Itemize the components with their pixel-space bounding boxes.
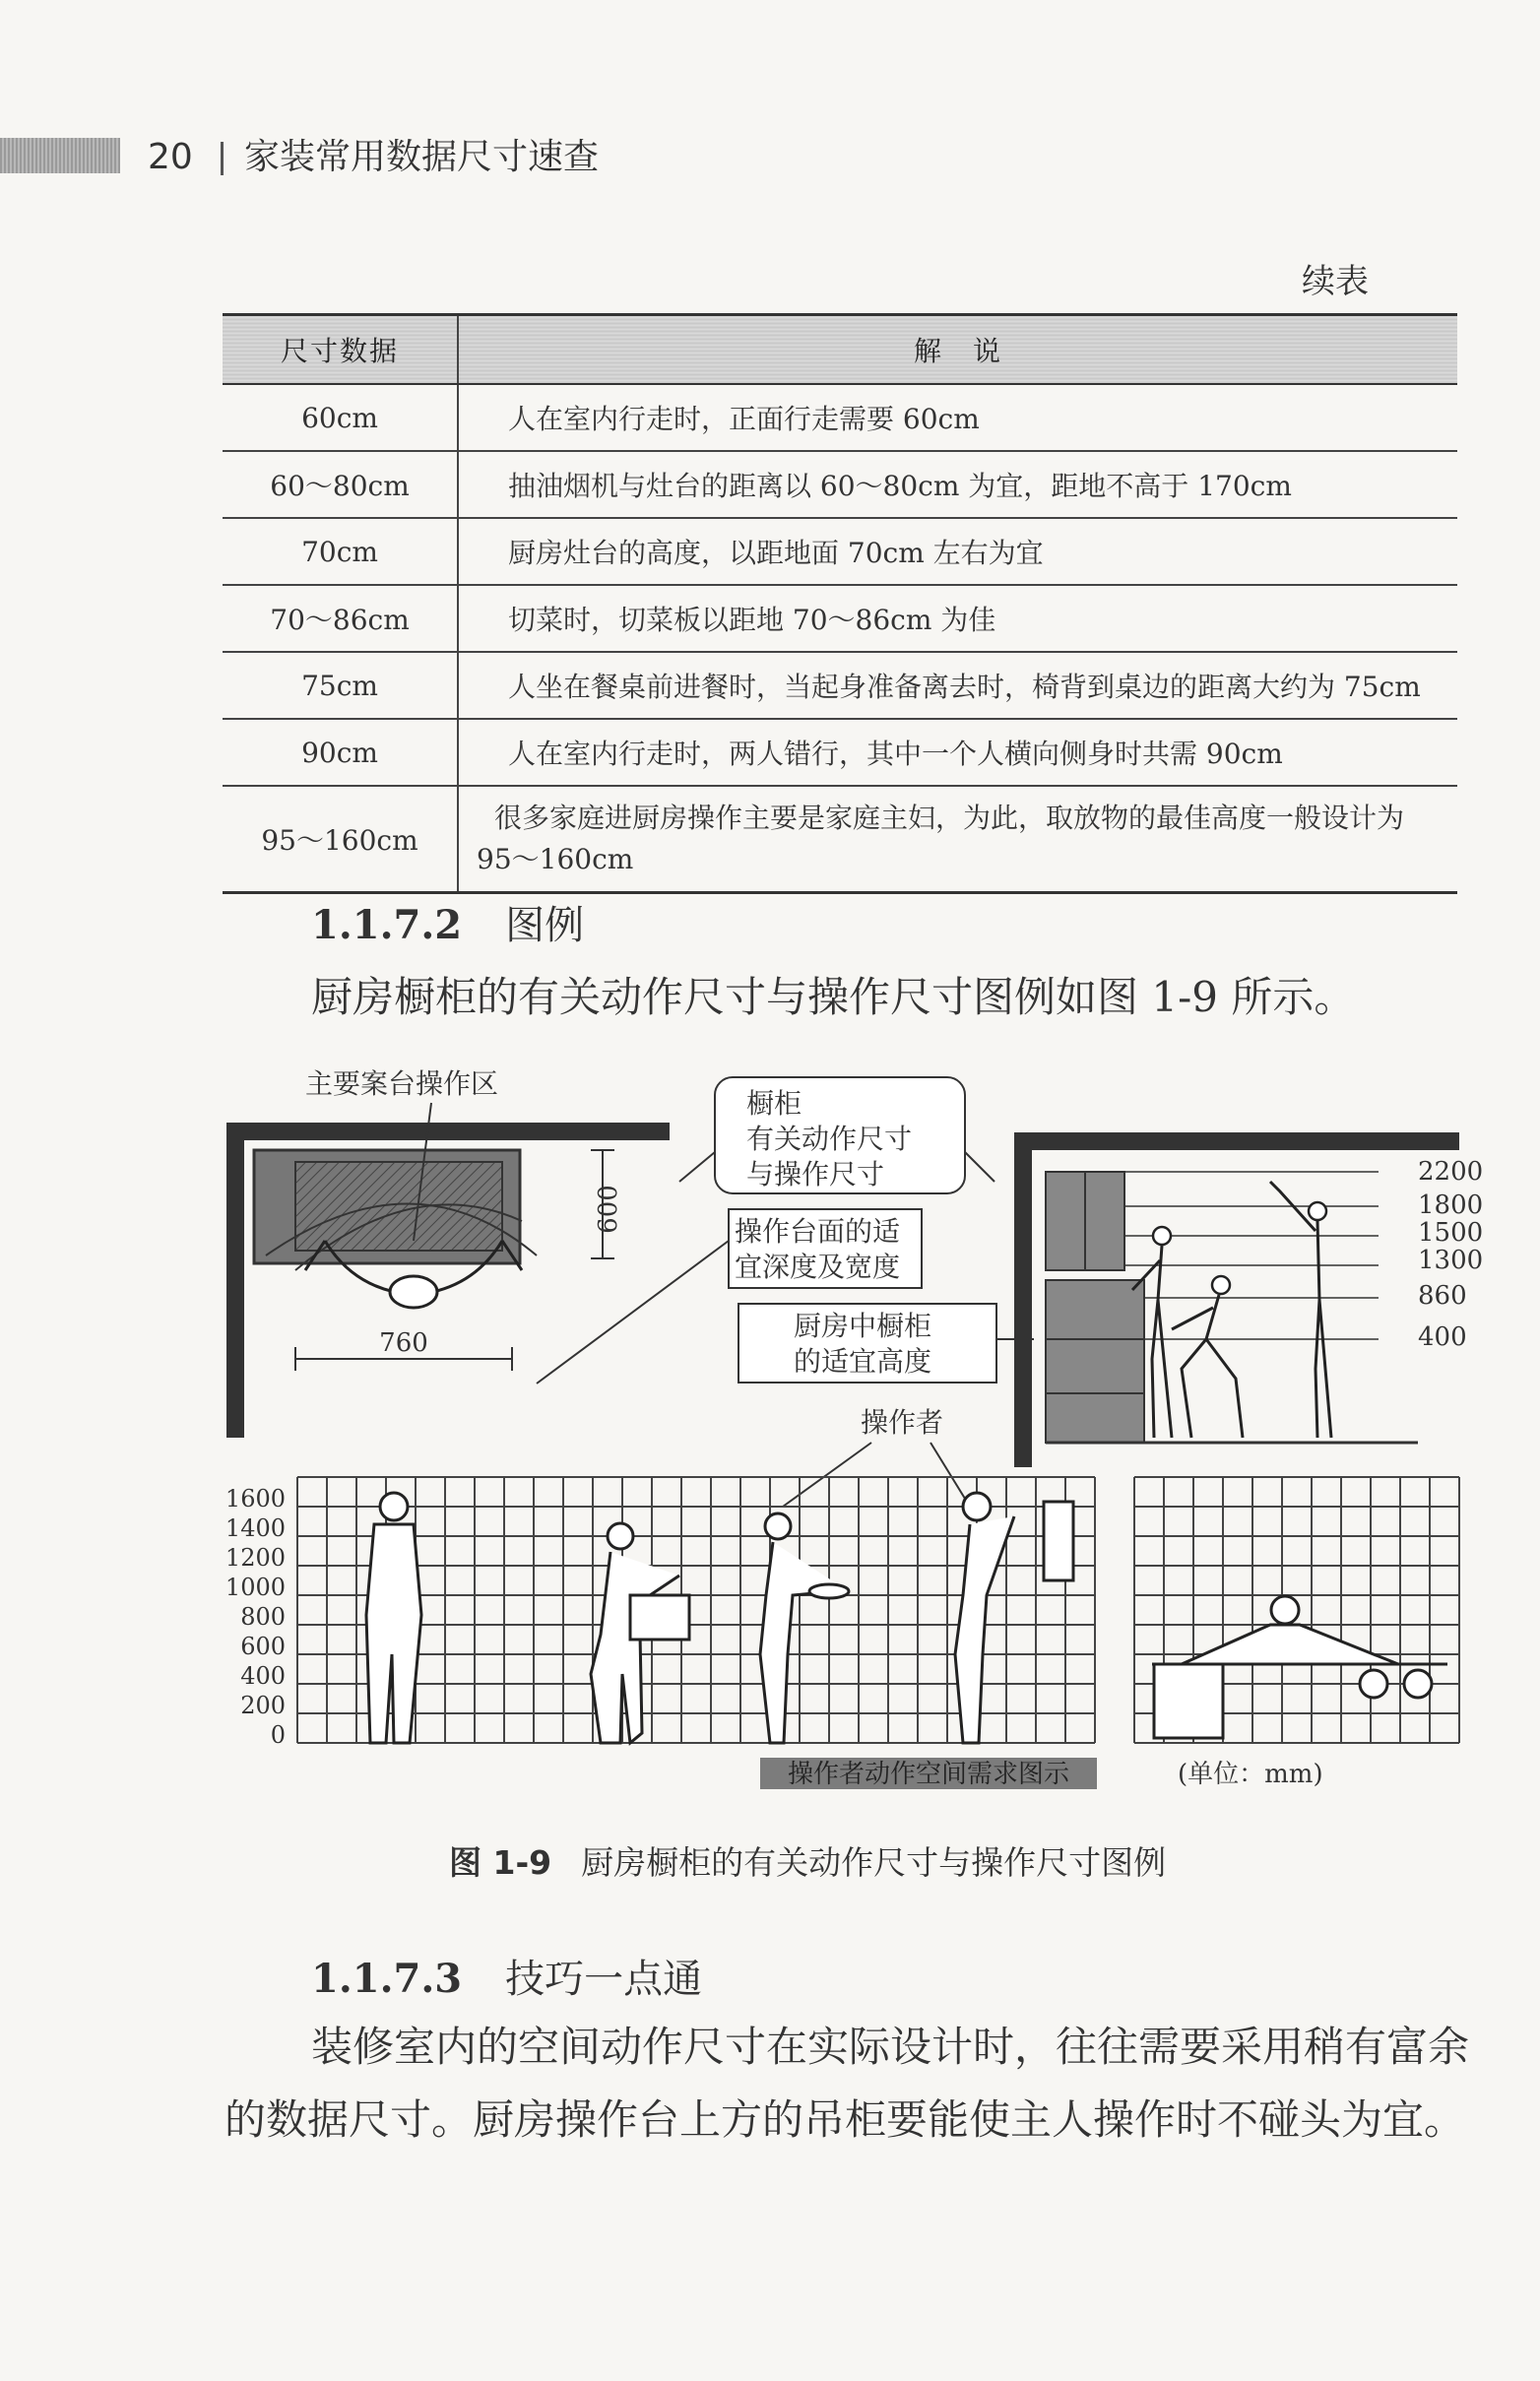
section-number: 1.1.7.3 xyxy=(311,1956,463,2002)
y-tick: 0 xyxy=(270,1721,286,1749)
y-tick: 400 xyxy=(240,1662,286,1690)
column-header-size: 尺寸数据 xyxy=(223,315,458,385)
kitchen-dimension-figure xyxy=(0,1044,1540,1792)
size-cell: 70～86cm xyxy=(223,585,458,652)
header-separator xyxy=(221,142,224,175)
elevation-diagram xyxy=(1014,1132,1459,1467)
y-tick: 1000 xyxy=(225,1574,286,1601)
height-860: 860 xyxy=(1418,1281,1467,1311)
description-cell: 厨房灶台的高度，以距地面 70cm 左右为宜 xyxy=(458,518,1457,585)
y-tick: 600 xyxy=(240,1633,286,1660)
section-heading-tips xyxy=(311,1948,702,2004)
figure-number: 图 1-9 xyxy=(449,1843,552,1882)
tips-paragraph-line2: 的数据尺寸。厨房操作台上方的吊柜要能使主人操作时不碰头为宜。 xyxy=(225,2095,1466,2144)
size-cell: 90cm xyxy=(223,719,458,786)
y-tick: 800 xyxy=(240,1603,286,1631)
description-cell: 很多家庭进厨房操作主要是家庭主妇，为此，取放物的最佳高度一般设计为 95～160cm xyxy=(477,802,1405,875)
table-row xyxy=(223,786,1457,893)
dim-600-label: 600 xyxy=(594,1185,623,1234)
operator-silhouettes xyxy=(366,1493,1432,1743)
legend-intro-paragraph: 厨房橱柜的有关动作尺寸与操作尺寸图例如图 1-9 所示。 xyxy=(311,973,1356,1021)
section-title: 图例 xyxy=(505,903,585,948)
height-400: 400 xyxy=(1418,1322,1467,1352)
description-cell: 抽油烟机与灶台的距离以 60～80cm 为宜，距地不高于 170cm xyxy=(458,451,1457,518)
grid-caption: 操作者动作空间需求图示 xyxy=(787,1760,1070,1789)
book-title: 家装常用数据尺寸速查 xyxy=(244,137,600,177)
y-tick: 200 xyxy=(240,1692,286,1719)
dim-760-label: 760 xyxy=(379,1328,428,1358)
callout-height-line1: 厨房中橱柜 xyxy=(794,1310,932,1342)
height-1300: 1300 xyxy=(1418,1246,1484,1275)
operator-label: 操作者 xyxy=(861,1406,944,1439)
y-axis-labels xyxy=(225,1485,286,1749)
tips-paragraph-line1: 装修室内的空间动作尺寸在实际设计时，往往需要采用稍有富余 xyxy=(311,2023,1470,2071)
size-cell: 70cm xyxy=(223,518,458,585)
continued-label: 续表 xyxy=(1302,262,1369,301)
size-cell: 75cm xyxy=(223,652,458,719)
table-row xyxy=(223,585,1457,652)
height-1800: 1800 xyxy=(1418,1190,1484,1220)
table-row xyxy=(223,518,1457,585)
table-row xyxy=(223,652,1457,719)
callout-cabinet-line3: 与操作尺寸 xyxy=(746,1158,885,1190)
callout-depth-line1: 操作台面的适 xyxy=(735,1215,901,1248)
table-row xyxy=(223,719,1457,786)
callout-cabinet-line1: 橱柜 xyxy=(746,1087,802,1120)
y-tick: 1200 xyxy=(225,1544,286,1572)
section-heading-legend xyxy=(311,894,584,950)
unit-label: (单位：mm) xyxy=(1178,1760,1323,1789)
dimension-table xyxy=(223,313,1457,894)
main-work-area-label: 主要案台操作区 xyxy=(305,1067,499,1100)
figure-caption xyxy=(449,1837,1166,1884)
section-number: 1.1.7.2 xyxy=(311,902,463,948)
y-tick: 1400 xyxy=(225,1514,286,1542)
description-cell: 切菜时，切菜板以距地 70～86cm 为佳 xyxy=(458,585,1457,652)
callout-cabinet-line2: 有关动作尺寸 xyxy=(746,1123,913,1155)
description-cell-wrap xyxy=(458,786,1457,893)
height-2200: 2200 xyxy=(1418,1157,1484,1187)
section-title: 技巧一点通 xyxy=(505,1957,703,2002)
callout-depth-line2: 宜深度及宽度 xyxy=(735,1251,901,1283)
description-cell: 人在室内行走时，两人错行，其中一个人横向侧身时共需 90cm xyxy=(458,719,1457,786)
y-tick: 1600 xyxy=(225,1485,286,1512)
table-row xyxy=(223,384,1457,451)
size-cell: 60～80cm xyxy=(223,451,458,518)
description-cell: 人在室内行走时，正面行走需要 60cm xyxy=(458,384,1457,451)
callout-height-line2: 的适宜高度 xyxy=(794,1345,932,1378)
height-1500: 1500 xyxy=(1418,1218,1484,1248)
column-header-description: 解 说 xyxy=(458,315,1457,385)
description-cell: 人坐在餐桌前进餐时，当起身准备离去时，椅背到桌边的距离大约为 75cm xyxy=(458,652,1457,719)
size-cell: 95～160cm xyxy=(223,786,458,893)
plan-view-diagram xyxy=(226,1103,670,1438)
header-decoration-band xyxy=(0,138,120,173)
table-header-row xyxy=(223,315,1457,385)
figure-caption-text: 厨房橱柜的有关动作尺寸与操作尺寸图例 xyxy=(581,1843,1167,1882)
size-cell: 60cm xyxy=(223,384,458,451)
page-number: 20 xyxy=(148,137,193,177)
table-row xyxy=(223,451,1457,518)
